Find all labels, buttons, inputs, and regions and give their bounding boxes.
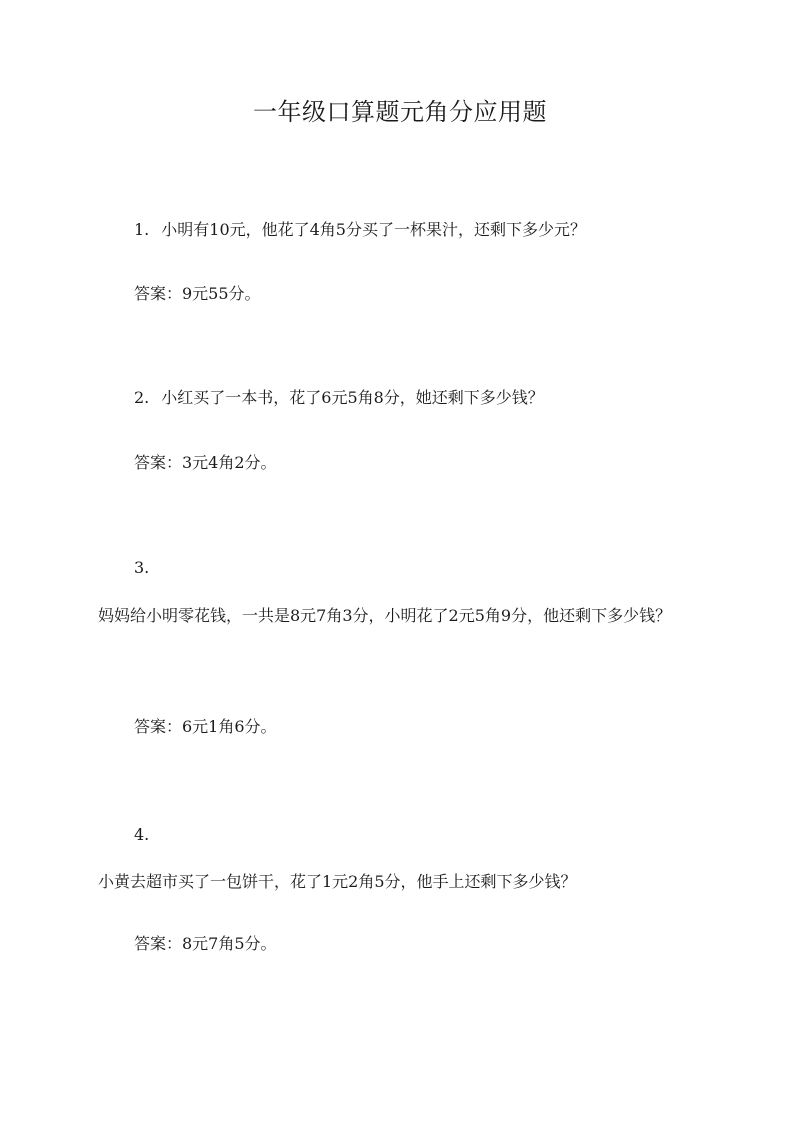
question-2 bbox=[134, 386, 544, 410]
question-text: 小明有10元，他花了4角5分买了一杯果汁，还剩下多少元？ bbox=[161, 220, 586, 239]
answer-3: 答案：6元1角6分。 bbox=[134, 717, 277, 736]
answer-1: 答案：9元55分。 bbox=[134, 284, 261, 303]
question-1 bbox=[134, 218, 586, 242]
question-number: 1. bbox=[134, 220, 150, 239]
question-3-number: 3. bbox=[134, 558, 150, 577]
question-3-text: 妈妈给小明零花钱，一共是8元7角3分，小明花了2元5角9分，他还剩下多少钱？ bbox=[98, 606, 672, 625]
answer-2: 答案：3元4角2分。 bbox=[134, 453, 277, 472]
question-text: 小红买了一本书，花了6元5角8分，她还剩下多少钱？ bbox=[161, 388, 544, 407]
question-number: 2. bbox=[134, 388, 150, 407]
page-title: 一年级口算题元角分应用题 bbox=[253, 98, 547, 126]
question-4-number: 4. bbox=[134, 825, 150, 844]
question-4-text: 小黄去超市买了一包饼干，花了1元2角5分，他手上还剩下多少钱？ bbox=[98, 872, 577, 891]
answer-4: 答案：8元7角5分。 bbox=[134, 934, 277, 953]
